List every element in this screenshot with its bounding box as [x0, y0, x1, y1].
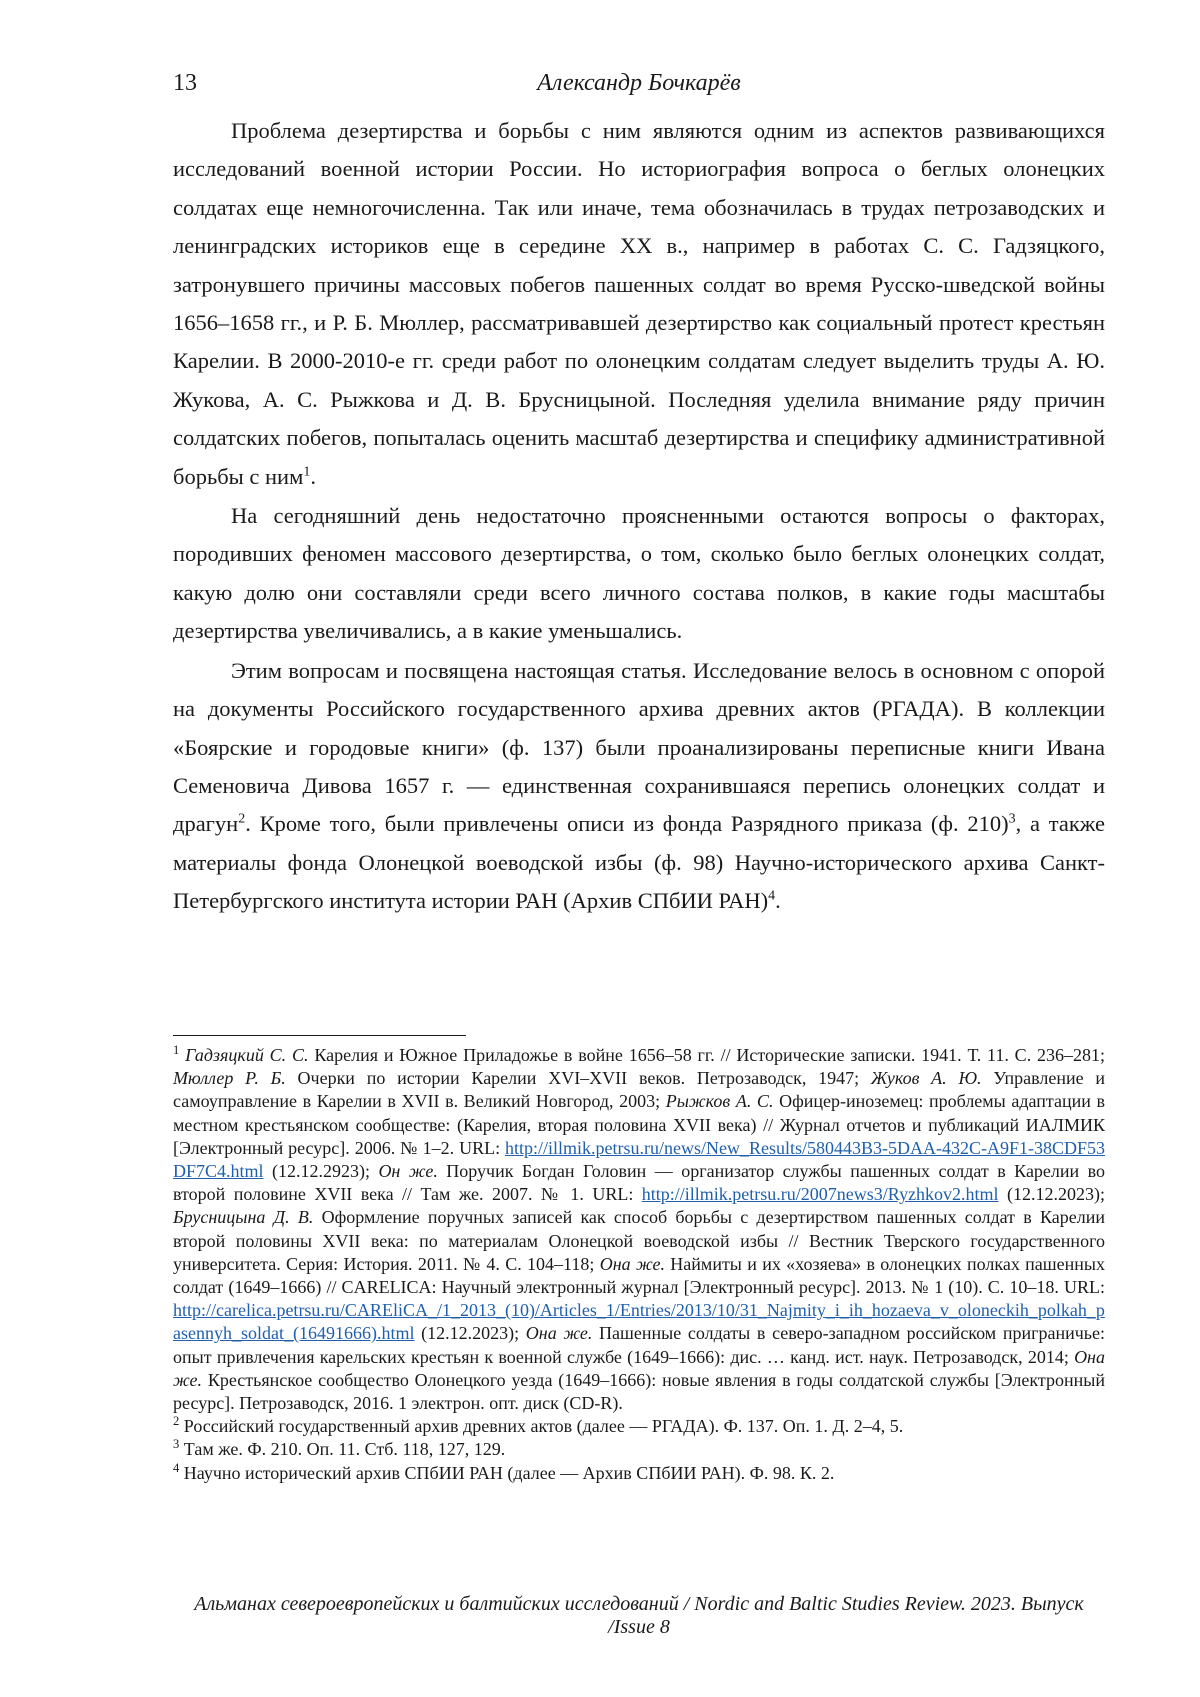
footnote-text: Оформление поручных записей как способ борьбы с дезертирством пашенных солдат в Карелии второй половины XVII века: по материалам Олонецкой воеводской избы // Вестник Тверского государственного университета. Серия: История. 2011. № 4. С. 104–118; [173, 1207, 1105, 1274]
footnote-1 [173, 1044, 1105, 1415]
paragraph-1 [173, 112, 1105, 496]
footnote-divider [173, 1035, 466, 1036]
carelica-link[interactable]: http://carelica.petrsu.ru/CAREliCA_/1_2013_(10)/Articles_1/Entries/2013/10/31_Najmity_i_ih_hozaeva_v_oloneckih_polkah_pasennyh_soldat_(16491666).html [173, 1300, 1105, 1344]
footnote-author: Гадзяцкий С. С. [185, 1045, 309, 1065]
footnote-3 [173, 1438, 1105, 1461]
footnote-ref-3[interactable]: 3 [1008, 811, 1016, 827]
footnote-author: Жуков А. Ю. [870, 1068, 982, 1089]
paragraph-3 [173, 652, 1105, 921]
footnote-author: Она же. [525, 1323, 593, 1344]
footnote-text: Управление и самоуправление в Карелии в XVII в. Великий Новгород, 2003; [173, 1068, 1106, 1112]
footnote-text: Наймиты и их «хозяева» в олонецких полках пашенных солдат (1649–1666) // CARELICA: Научный электронный журнал [Электронный ресурс]. 2013. № 1 (10). С. 10–18. URL: [173, 1253, 1105, 1298]
footnote-4 [173, 1462, 1105, 1485]
paragraph-2: На сегодняшний день недостаточно проясненными остаются вопросы о факторах, породивших феномен массового дезертирства, о том, сколько было беглых олонецких солдат, какую долю они составляли среди всего личного состава полков, в какие годы масштабы дезертирства увеличивались, а в какие уменьшались. [173, 503, 1105, 644]
footnote-text: Офицер-иноземец: проблемы адаптации в местном крестьянском сообществе: (Карелия, вторая половина XVII века) // Журнал отчетов и публикаций ИАЛМИК [Электронный ресурс]. 2006. № 1–2. URL: [173, 1091, 1106, 1158]
footnote-text: Пашенные солдаты в северо-западном российском приграничье: опыт привлечения карельских крестьян к военной службе (1649–1666): дис. … канд. ист. наук. Петрозаводск, 2014; [173, 1323, 1105, 1367]
paragraph-3-text-c: , а также материалы фонда Олонецкой воеводской избы (ф. 98) Научно-исторического архива Санкт-Петербургского института истории РАН (Архив СПбИИ РАН) [173, 811, 1106, 914]
page-footer: Альманах североевропейских и балтийских исследований / Nordic and Baltic Studies Review. 2023. Выпуск /Issue 8 [194, 1593, 1084, 1638]
footnote-author: Рыжков А. С. [665, 1091, 774, 1112]
footnote-3-mark: 3 [173, 1437, 180, 1452]
paragraph-3-text-a: Этим вопросам и посвящена настоящая статья. Исследование велось в основном с опорой на документы Российского государственного архива древних актов (РГАДА). В коллекции «Боярские и городовые книги» (ф. 137) были проанализированы переписные книги Ивана Семеновича Дивова 1657 г. — единственная сохранившаяся перепись олонецких солдат и драгун [173, 657, 1105, 837]
page-header [173, 70, 1105, 106]
footnote-author: Он же. [378, 1161, 438, 1182]
footnote-author: Брусницына Д. В. [173, 1207, 314, 1228]
illmik-link-1[interactable]: http://illmik.petrsu.ru/news/New_Results/580443B3-5DAA-432C-A9F1-38CDF53DF7C4.html [173, 1137, 1105, 1182]
footnote-1-mark: 1 [173, 1043, 180, 1057]
footnote-text: (12.12.2023); [998, 1184, 1105, 1205]
footnotes-section [173, 1044, 1105, 1485]
footnote-text: Карелия и Южное Приладожье в войне 1656–58 гг. // Исторические записки. 1941. Т. 11. С. 236–281; [308, 1045, 1106, 1065]
running-title-author: Александр Бочкарёв [537, 70, 741, 96]
footnote-2 [173, 1415, 1105, 1438]
footnote-author: Она же. [173, 1346, 1105, 1390]
footnote-text: Очерки по истории Карелии XVI–XVII веков. Петрозаводск, 1947; [285, 1068, 871, 1089]
page-number: 13 [173, 70, 197, 96]
footnote-text: Крестьянское сообщество Олонецкого уезда (1649–1666): новые явления в годы солдатской службы [Электронный ресурс]. Петрозаводск, 2016. 1 электрон. опт. диск (CD-R). [173, 1369, 1105, 1414]
footnote-2-text: Российский государственный архив древних актов (далее — РГАДА). Ф. 137. Оп. 1. Д. 2–4, 5. [179, 1416, 904, 1437]
footnote-text: (12.12.2923); [263, 1161, 379, 1182]
paragraph-3-text-b: . Кроме того, были привлечены описи из фонда Разрядного приказа (ф. 210) [245, 811, 1009, 837]
footnote-3-text: Там же. Ф. 210. Оп. 11. Стб. 118, 127, 129. [179, 1439, 506, 1460]
footnote-text: Поручик Богдан Головин — организатор службы пашенных солдат в Карелии во второй половине XVII века // Там же. 2007. № 1. URL: [173, 1161, 1105, 1205]
footnote-2-mark: 2 [173, 1414, 180, 1429]
paragraph-3-end: . [775, 888, 781, 914]
footnote-author: Мюллер Р. Б. [173, 1068, 286, 1089]
paragraph-1-end: . [310, 463, 316, 489]
footnote-ref-4[interactable]: 4 [768, 888, 776, 904]
footnote-4-mark: 4 [173, 1460, 180, 1475]
footnote-ref-1[interactable]: 1 [303, 464, 311, 480]
paragraph-1-text: Проблема дезертирства и борьбы с ним являются одним из аспектов развивающихся исследований военной истории России. Но историография вопроса о беглых олонецких солдатах еще немногочисленна. Так или иначе, тема обозначилась в трудах петрозаводских и ленинградских историков еще в середине XX в., например в работах С. С. Гадзяцкого, затронувшего причины массовых побегов пашенных солдат во время Русско-шведской войны 1656–1658 гг., и Р. Б. Мюллер, рассматривавшей дезертирство как социальный протест крестьян Карелии. В 2000-2010-е гг. среди работ по олонецким солдатам следует выделить труды А. Ю. Жукова, А. С. Рыжкова и Д. В. Брусницыной. Последняя уделила внимание ряду причин солдатских побегов, попыталась оценить масштаб дезертирства и специфику административной борьбы с ним [173, 118, 1105, 489]
footnote-text: (12.12.2023); [414, 1323, 526, 1344]
footnote-4-text: Научно исторический архив СПбИИ РАН (далее — Архив СПбИИ РАН). Ф. 98. К. 2. [179, 1462, 835, 1483]
article-body [173, 112, 1105, 922]
illmik-link-2[interactable]: http://illmik.petrsu.ru/2007news3/Ryzhkov2.html [641, 1184, 999, 1205]
footnote-author: Она же. [599, 1253, 665, 1274]
footnote-ref-2[interactable]: 2 [238, 811, 246, 827]
